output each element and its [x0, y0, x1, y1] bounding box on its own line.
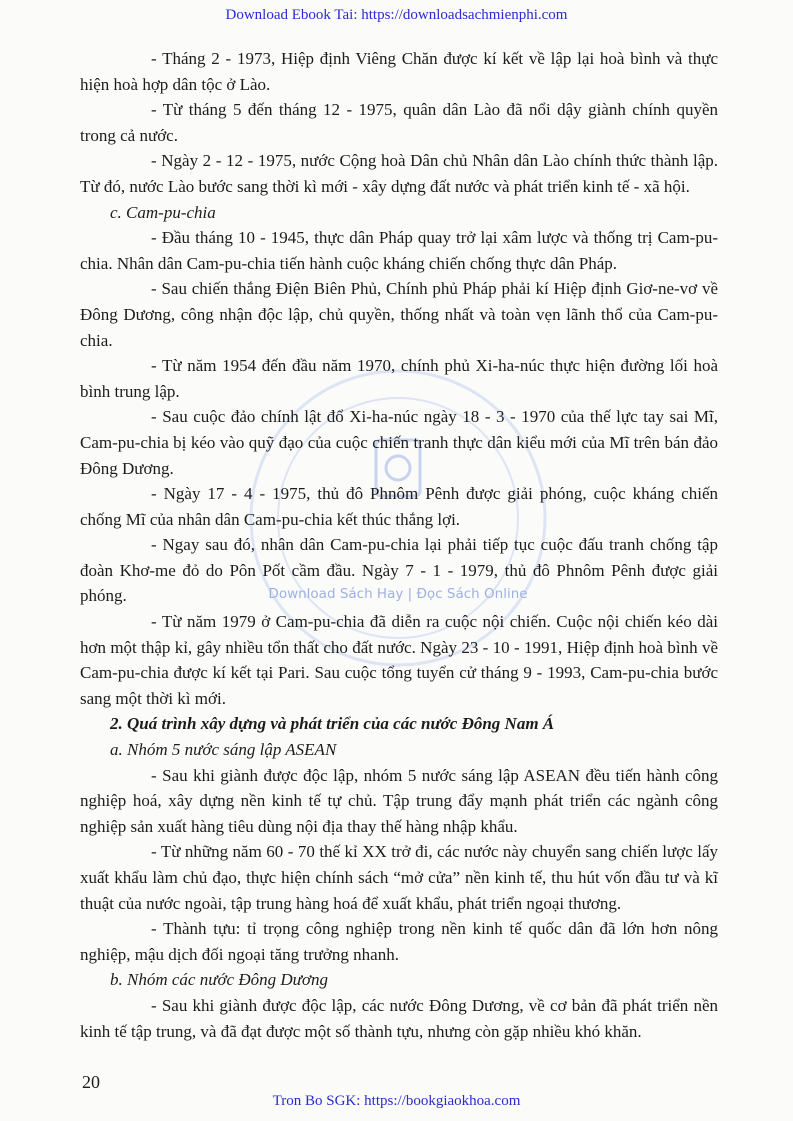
subsection-heading-asean: a. Nhóm 5 nước sáng lập ASEAN: [110, 740, 337, 760]
paragraph: - Ngay sau đó, nhân dân Cam-pu-chia lại phải tiếp tục cuộc đấu tranh chống tập đoàn Khơ-me đỏ do Pôn Pốt cầm đầu. Ngày 7 - 1 - 1979, thủ đô Phnôm Pênh được giải phóng.: [80, 535, 718, 606]
section-heading-cambodia: c. Cam-pu-chia: [110, 202, 216, 222]
paragraph: - Sau khi giành được độc lập, các nước Đông Dương, về cơ bản đã phát triển nền kinh tế tập trung, và đã đạt được một số thành tựu, nhưng còn gặp nhiều khó khăn.: [80, 995, 718, 1041]
paragraph: - Sau khi giành được độc lập, nhóm 5 nước sáng lập ASEAN đều tiến hành công nghiệp hoá, xây dựng nền kinh tế tự chủ. Tập trung đẩy mạnh phát triển các ngành công nghiệp sản xuất hàng tiêu dùng nội địa thay thế hàng nhập khẩu.: [80, 765, 718, 836]
paragraph: - Thành tựu: tỉ trọng công nghiệp trong nền kinh tế quốc dân đã lớn hơn nông nghiệp, mậu dịch đối ngoại tăng trưởng nhanh.: [80, 919, 718, 964]
page-body: [80, 46, 718, 1044]
footer-download-link[interactable]: Tron Bo SGK: https://bookgiaokhoa.com: [272, 1093, 521, 1109]
paragraph: - Từ những năm 60 - 70 thế kỉ XX trở đi, các nước này chuyển sang chiến lược lấy xuất khẩu làm chủ đạo, thực hiện chính sách “mở cửa” nền kinh tế, thu hút vốn đầu tư và kĩ thuật của nước ngoài, tập trung hàng hoá để xuất khẩu, phát triển ngoại thương.: [80, 842, 718, 913]
paragraph: - Đầu tháng 10 - 1945, thực dân Pháp quay trở lại xâm lược và thống trị Cam-pu-chia. Nhân dân Cam-pu-chia tiến hành cuộc kháng chiến chống thực dân Pháp.: [80, 228, 718, 273]
paragraph: - Từ năm 1954 đến đầu năm 1970, chính phủ Xi-ha-núc thực hiện đường lối hoà bình trung lập.: [80, 356, 718, 401]
watermark-caption: Download Sách Hay | Đọc Sách Online: [268, 586, 528, 602]
section-heading-development: 2. Quá trình xây dựng và phát triển của các nước Đông Nam Á: [110, 714, 555, 734]
paragraph: - Sau cuộc đảo chính lật đổ Xi-ha-núc ngày 18 - 3 - 1970 của thế lực tay sai Mĩ, Cam-pu-chia bị kéo vào quỹ đạo của cuộc chiến tranh thực dân kiểu mới của Mĩ trên bán đảo Đông Dương.: [80, 407, 718, 478]
paragraph: - Ngày 17 - 4 - 1975, thủ đô Phnôm Pênh được giải phóng, cuộc kháng chiến chống Mĩ của nhân dân Cam-pu-chia kết thúc thắng lợi.: [80, 484, 718, 529]
paragraph: - Từ tháng 5 đến tháng 12 - 1975, quân dân Lào đã nổi dậy giành chính quyền trong cả nước.: [80, 100, 718, 145]
subsection-heading-indochina: b. Nhóm các nước Đông Dương: [110, 970, 328, 990]
paragraph: - Từ năm 1979 ở Cam-pu-chia đã diễn ra cuộc nội chiến. Cuộc nội chiến kéo dài hơn một thập kỉ, gây nhiều tổn thất cho đất nước. Ngày 23 - 10 - 1991, Hiệp định hoà bình về Cam-pu-chia được kí kết tại Pari. Sau cuộc tổng tuyển cử tháng 9 - 1993, Cam-pu-chia bước sang một thời kì mới.: [80, 612, 718, 708]
paragraph: - Sau chiến thắng Điện Biên Phủ, Chính phủ Pháp phải kí Hiệp định Giơ-ne-vơ về Đông Dương, công nhận độc lập, chủ quyền, thống nhất và toàn vẹn lãnh thổ của Cam-pu-chia.: [80, 279, 718, 350]
paragraph: - Ngày 2 - 12 - 1975, nước Cộng hoà Dân chủ Nhân dân Lào chính thức thành lập. Từ đó, nước Lào bước sang thời kì mới - xây dựng đất nước và phát triển kinh tế - xã hội.: [80, 151, 718, 196]
page-number: 20: [82, 1072, 100, 1092]
header-download-link[interactable]: Download Ebook Tai: https://downloadsachmienphi.com: [225, 7, 568, 23]
paragraph: - Tháng 2 - 1973, Hiệp định Viêng Chăn được kí kết về lập lại hoà bình và thực hiện hoà hợp dân tộc ở Lào.: [80, 49, 718, 94]
